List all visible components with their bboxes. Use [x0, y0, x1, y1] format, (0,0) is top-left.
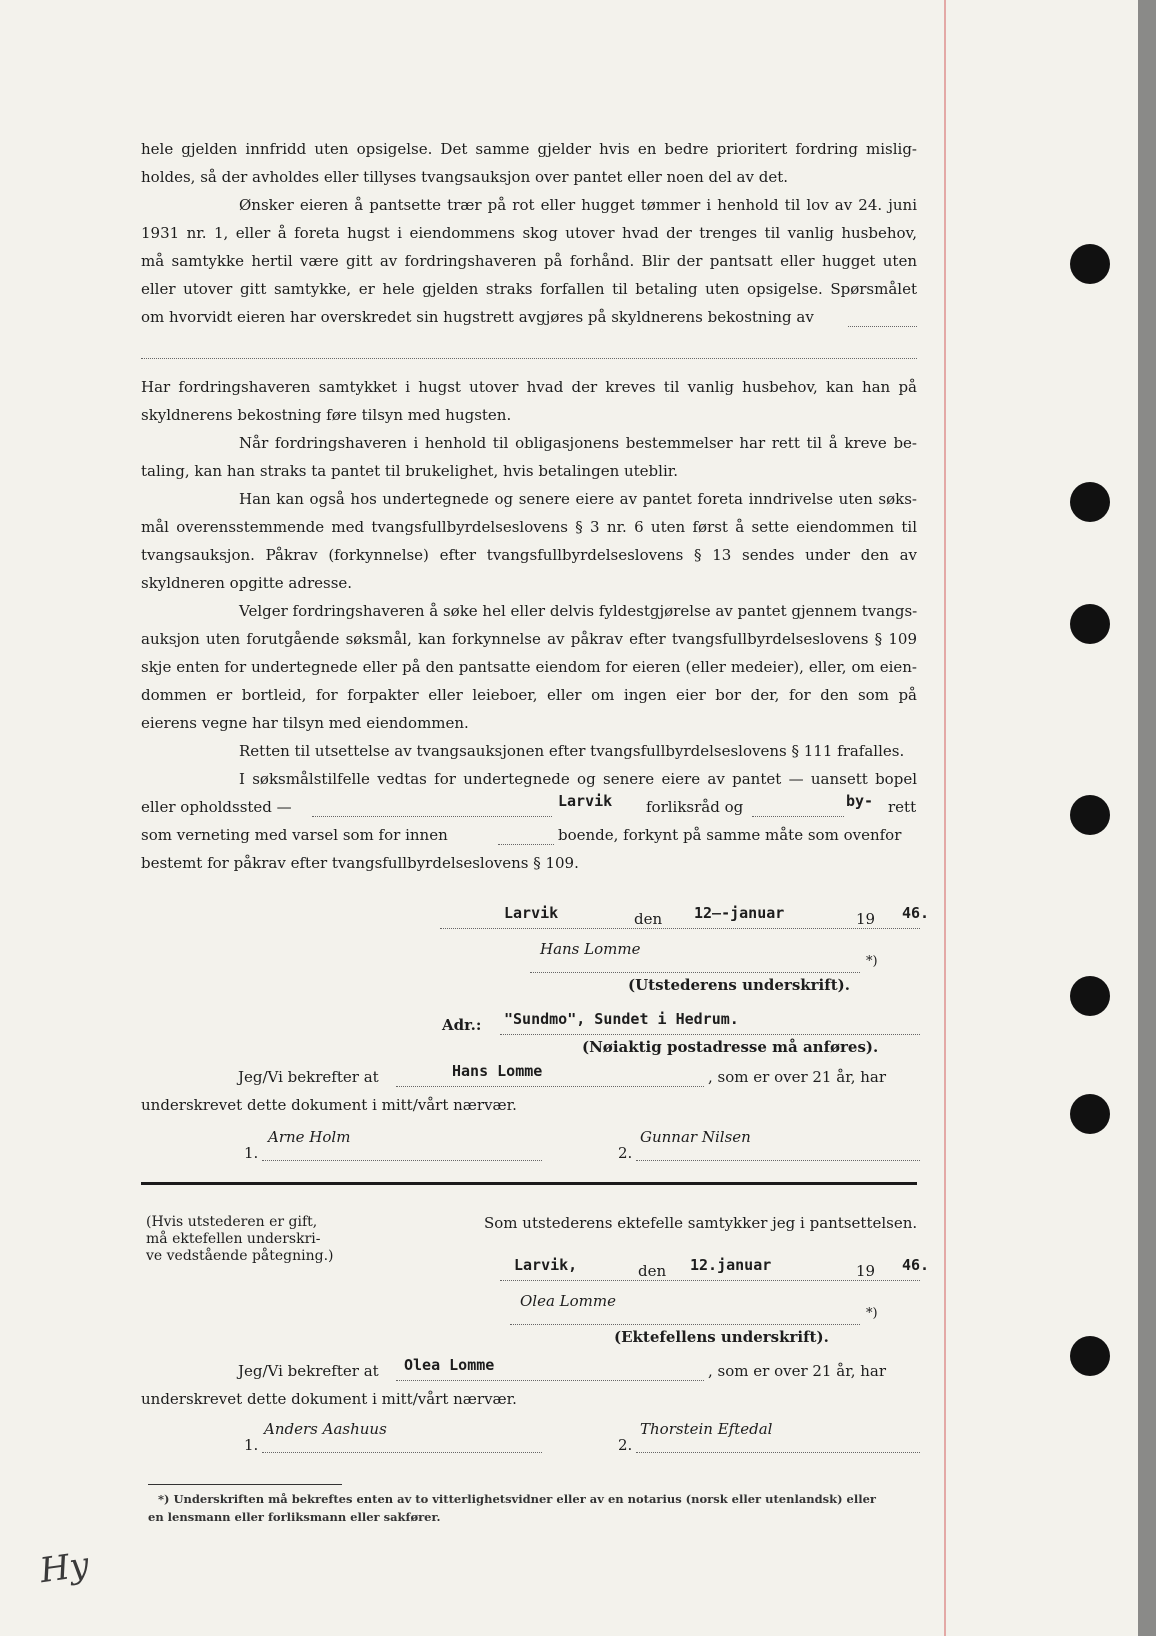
- witness2-confirm-prefix: Jeg/Vi bekrefter at: [238, 1362, 379, 1380]
- body-line: taling, kan han straks ta pantet til brukelighet, hvis betalingen uteblir.: [141, 462, 679, 480]
- issuer-date: 12̶-januar: [694, 904, 785, 922]
- fill-line: [848, 326, 917, 327]
- address-value: "Sundmo", Sundet i Hedrum.: [504, 1010, 739, 1028]
- body-line: hele gjelden innfridd uten opsigelse. Det samme gjelder hvis en bedre prioritert fordring mislig-: [141, 140, 917, 158]
- witness1-n2: 2.: [618, 1144, 633, 1162]
- punch-hole: [1070, 795, 1110, 835]
- fill-line: [636, 1452, 920, 1453]
- spouse-year: 46.: [902, 1256, 930, 1274]
- witness2-n2: 2.: [618, 1436, 633, 1454]
- spouse-signature: Olea Lomme: [520, 1292, 616, 1310]
- spouse-sig-marker: *): [866, 1306, 878, 1321]
- fill-line: [500, 1034, 920, 1035]
- spouse-date: 12.januar: [690, 1256, 772, 1274]
- punch-hole: [1070, 1094, 1110, 1134]
- issuer-sig-marker: *): [866, 954, 878, 969]
- punch-hole: [1070, 976, 1110, 1016]
- witness1-sig1: Arne Holm: [268, 1128, 351, 1146]
- body-line: 1931 nr. 1, eller å foreta hugst i eiendommens skog utover hvad der trenges til vanlig husbehov,: [141, 224, 917, 242]
- fill-line: [500, 1280, 920, 1281]
- body-line: Har fordringshaveren samtykket i hugst utover hvad der kreves til vanlig husbehov, kan han på: [141, 378, 917, 396]
- body-line: Retten til utsettelse av tvangsauksjonen efter tvangsfullbyrdelseslovens § 111 frafalles.: [239, 742, 905, 760]
- witness1-line2: underskrevet dette dokument i mitt/vårt nærvær.: [141, 1096, 517, 1114]
- footnote-line: *) Underskriften må bekreftes enten av to vitterlighetsvidner eller av en notarius (norsk eller utenlandsk) eller: [158, 1492, 876, 1506]
- margin-line: [944, 0, 946, 1636]
- witness2-sig2: Thorstein Eftedal: [640, 1420, 773, 1438]
- issuer-year: 46.: [902, 904, 930, 922]
- spouse-note-line: ve vedstående påtegning.): [146, 1248, 334, 1264]
- witness2-confirm-suffix: , som er over 21 år, har: [708, 1362, 887, 1380]
- punch-hole: [1070, 604, 1110, 644]
- punch-hole: [1070, 244, 1110, 284]
- fill-line: [636, 1160, 920, 1161]
- spouse-sig-caption: (Ektefellens underskrift).: [614, 1328, 829, 1346]
- fill-line: [396, 1380, 704, 1381]
- fill-line: [262, 1452, 542, 1453]
- footnote-line: en lensmann eller forliksmann eller sakfører.: [148, 1510, 441, 1524]
- fill-line: [440, 928, 920, 929]
- issuer-year-prefix: 19: [856, 910, 876, 928]
- venue-mid: forliksråd og: [646, 798, 744, 816]
- venue-line2-left: som verneting med varsel som for innen: [141, 826, 448, 844]
- fill-line: [498, 844, 554, 845]
- spouse-year-prefix: 19: [856, 1262, 876, 1280]
- witness1-confirm-prefix: Jeg/Vi bekrefter at: [238, 1068, 379, 1086]
- issuer-place: Larvik: [504, 904, 559, 922]
- fill-line: [510, 1324, 860, 1325]
- issuer-sig-caption: (Utstederens underskrift).: [628, 976, 850, 994]
- body-line: tvangsauksjon. Påkrav (forkynnelse) efter tvangsfullbyrdelseslovens § 13 sendes under den av: [141, 546, 917, 564]
- body-line: I søksmålstilfelle vedtas for undertegnede og senere eiere av pantet — uansett bopel: [239, 770, 917, 788]
- body-line: holdes, så der avholdes eller tillyses tvangsauksjon over pantet eller noen del av det.: [141, 168, 789, 186]
- body-line: skyldnerens bekostning føre tilsyn med hugsten.: [141, 406, 512, 424]
- venue-by: by-: [846, 792, 874, 810]
- witness1-sig2: Gunnar Nilsen: [640, 1128, 751, 1146]
- body-line: skje enten for undertegnede eller på den pantsatte eiendom for eieren (eller medeier), eller, om eien-: [141, 658, 917, 676]
- spouse-place: Larvik,: [514, 1256, 578, 1274]
- witness2-name: Olea Lomme: [404, 1356, 495, 1374]
- issuer-den: den: [634, 910, 663, 928]
- punch-hole: [1070, 482, 1110, 522]
- body-line: skyldneren opgitte adresse.: [141, 574, 353, 592]
- spouse-note-line: (Hvis utstederen er gift,: [146, 1214, 318, 1230]
- witness2-line2: underskrevet dette dokument i mitt/vårt nærvær.: [141, 1390, 517, 1408]
- venue-suffix: rett: [888, 798, 917, 816]
- spouse-note-line: må ektefellen underskri-: [146, 1231, 321, 1247]
- body-line: Når fordringshaveren i henhold til obligasjonens bestemmelser har rett til å kreve be-: [239, 434, 917, 452]
- spouse-note: [146, 1214, 334, 1265]
- body-line: eierens vegne har tilsyn med eiendommen.: [141, 714, 469, 732]
- address-caption: (Nøiaktig postadresse må anføres).: [582, 1038, 879, 1056]
- corner-mark: Hy: [37, 1544, 92, 1592]
- venue-line2-right: boende, forkynt på samme måte som ovenfor: [558, 826, 902, 844]
- witness1-name: Hans Lomme: [452, 1062, 543, 1080]
- venue-line3: bestemt for påkrav efter tvangsfullbyrdelseslovens § 109.: [141, 854, 579, 872]
- body-line: om hvorvidt eieren har overskredet sin hugstrett avgjøres på skyldnerens bekostning av: [141, 308, 814, 326]
- body-line: må samtykke hertil være gitt av fordringshaveren på forhånd. Blir der pantsatt eller hugget uten: [141, 252, 917, 270]
- venue-prefix: eller opholdssted —: [141, 798, 292, 816]
- section-rule: [141, 1182, 917, 1185]
- fill-line: [312, 816, 552, 817]
- witness2-n1: 1.: [244, 1436, 259, 1454]
- punch-hole: [1070, 1336, 1110, 1376]
- issuer-signature: Hans Lomme: [540, 940, 641, 958]
- body-line: eller utover gitt samtykke, er hele gjelden straks forfallen til betaling uten opsigelse. Spørsmålet: [141, 280, 917, 298]
- venue-place: Larvik: [558, 792, 613, 810]
- witness2-sig1: Anders Aashuus: [264, 1420, 387, 1438]
- body-line: Velger fordringshaveren å søke hel eller delvis fyldestgjørelse av pantet gjennem tvangs-: [239, 602, 918, 620]
- fill-line: [530, 972, 860, 973]
- body-line: mål overensstemmende med tvangsfullbyrdelseslovens § 3 nr. 6 uten først å sette eiendommen til: [141, 518, 917, 536]
- body-line: Han kan også hos undertegnede og senere eiere av pantet foreta inndrivelse uten søks-: [239, 490, 917, 508]
- fill-line: [396, 1086, 704, 1087]
- body-line: dommen er bortleid, for forpakter eller leieboer, eller om ingen eier bor der, for den som på: [141, 686, 917, 704]
- witness1-n1: 1.: [244, 1144, 259, 1162]
- spouse-consent: Som utstederens ektefelle samtykker jeg i pantsettelsen.: [484, 1214, 918, 1232]
- body-line: Ønsker eieren å pantsette trær på rot eller hugget tømmer i henhold til lov av 24. juni: [239, 196, 917, 214]
- address-label: Adr.:: [442, 1016, 482, 1034]
- witness1-confirm-suffix: , som er over 21 år, har: [708, 1068, 887, 1086]
- fill-line: [141, 358, 917, 359]
- fill-line: [262, 1160, 542, 1161]
- body-line: auksjon uten forutgående søksmål, kan forkynnelse av påkrav efter tvangsfullbyrdelseslovens § 109: [141, 630, 917, 648]
- fill-line: [752, 816, 844, 817]
- footnote-rule: [148, 1484, 342, 1485]
- spouse-den: den: [638, 1262, 667, 1280]
